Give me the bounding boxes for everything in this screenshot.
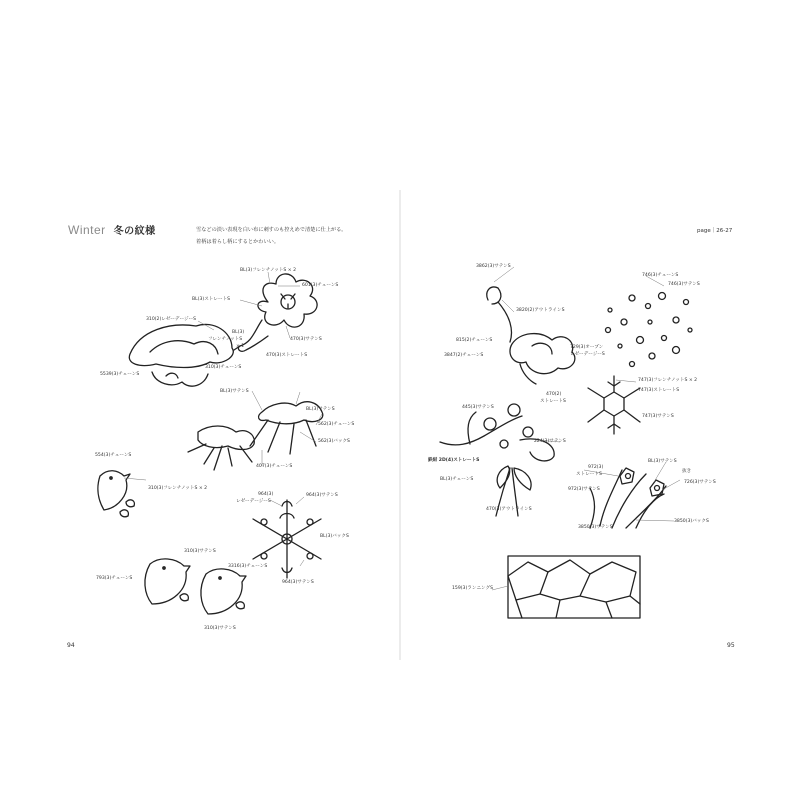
stitch-label: 793(3)チェーンS — [96, 576, 133, 581]
stitch-label: 729(3)オープン — [570, 345, 604, 350]
stitch-label: 鉄紺 2D(4)ストレートS — [428, 458, 480, 463]
stitch-label: 964(3)サテンS — [282, 580, 314, 585]
stitch-label: 159(3)ランニングS — [452, 586, 494, 591]
stitch-label: 3850(3)サテンS — [578, 525, 613, 530]
intro-line: 着柄は着らし柄にするとかわいい。 — [196, 239, 280, 245]
stitch-label: 310(3)サテンS — [204, 626, 236, 631]
stitch-label: BL(3) — [232, 330, 245, 335]
folio-left: 94 — [67, 642, 75, 649]
stitch-label: 972(3)サテンS — [568, 487, 600, 492]
intro-line: 雪などの淡い表現を白い布に刺すのも控えめで清楚に仕上がる。 — [196, 227, 347, 233]
stitch-label: 726(3)サテンS — [684, 480, 716, 485]
hexagon-snowflake-motif — [588, 376, 640, 434]
stitch-label: 445(3)サテンS — [462, 405, 494, 410]
stitch-label: 224(3)サテンS — [534, 439, 566, 444]
stitch-label: 964(3)サテンS — [306, 493, 338, 498]
stitch-label: 562(3)バックS — [318, 439, 350, 444]
stitch-label: レゼーデージーS — [236, 499, 271, 504]
stitch-label: 470(3)ストレートS — [266, 353, 308, 358]
pine-motif — [129, 324, 233, 386]
stitch-label: 3862(3)サテンS — [476, 264, 511, 269]
stitch-label: 407(3)チェーンS — [256, 464, 293, 469]
stitch-label: 3316(3)チェーンS — [228, 564, 268, 569]
stitch-label: BL(3)フレンチノットS × 2 — [240, 268, 297, 273]
stitch-label: × 1 — [236, 344, 245, 349]
stitch-label: ストレートS — [576, 472, 602, 477]
stitch-label: BL(3)サテンS — [220, 389, 249, 394]
stitch-label: 964(3) — [258, 492, 274, 497]
stitch-label: フレンチノットS — [208, 337, 243, 342]
title-japanese: 冬の紋様 — [113, 226, 156, 237]
stitch-label: 601(3)チェーンS — [302, 283, 339, 288]
stitch-label: 3820(2)アウトラインS — [516, 308, 565, 313]
stitch-label: 562(3)チェーンS — [318, 422, 355, 427]
stitch-label: 抜き — [682, 469, 692, 474]
stitch-label: 746(3)サテンS — [668, 282, 700, 287]
stitch-label: BL(3)サテンS — [306, 407, 335, 412]
camellia-motif — [487, 287, 575, 384]
snow-dots-motif — [606, 293, 693, 367]
stitch-label: 3847(2)チェーンS — [444, 353, 484, 358]
stitch-label: BL(3)チェーンS — [440, 477, 474, 482]
stitch-label: 310(2)レゼーデージーS — [146, 317, 197, 322]
folio-right: 95 — [727, 642, 735, 649]
small-bird-motif — [98, 471, 134, 517]
stitch-label: 746(3)チェーンS — [642, 273, 679, 278]
stitch-label: BL(3)バックS — [320, 534, 349, 539]
stitch-label: 5539(3)チェーンS — [100, 372, 140, 377]
stitch-label: 470(3)アウトラインS — [486, 507, 532, 512]
stitch-label: 470(3)サテンS — [290, 337, 322, 342]
stitch-label: レゼーデージーS — [570, 352, 605, 357]
stitch-label: 815(2)チェーンS — [456, 338, 493, 343]
stitch-label: 554(3)チェーンS — [95, 453, 132, 458]
stitch-label: 747(3)フレンチノットS × 2 — [638, 378, 698, 383]
stitch-label: 470(2) — [546, 392, 562, 397]
page-reference: page｜26-27 — [697, 228, 733, 234]
stitch-label: 747(3)ストレートS — [638, 388, 680, 393]
stitch-label: 310(3)フレンチノットS × 2 — [148, 486, 208, 491]
stitch-label: 972(3) — [588, 465, 604, 470]
stitch-label: 3850(3)バックS — [674, 519, 709, 524]
stitch-label: 747(3)サテンS — [642, 414, 674, 419]
snow-leaves-motif — [188, 402, 323, 470]
stitch-label: BL(3)サテンS — [648, 459, 677, 464]
stitch-label: 310(3)サテンS — [184, 549, 216, 554]
stitch-label: BL(3)ストレートS — [192, 297, 231, 302]
title-english: Winter — [68, 223, 106, 237]
stone-pattern-band — [508, 556, 640, 618]
stitch-label: 310(3)チェーンS — [205, 365, 242, 370]
stitch-label: ストレートS — [540, 399, 566, 404]
